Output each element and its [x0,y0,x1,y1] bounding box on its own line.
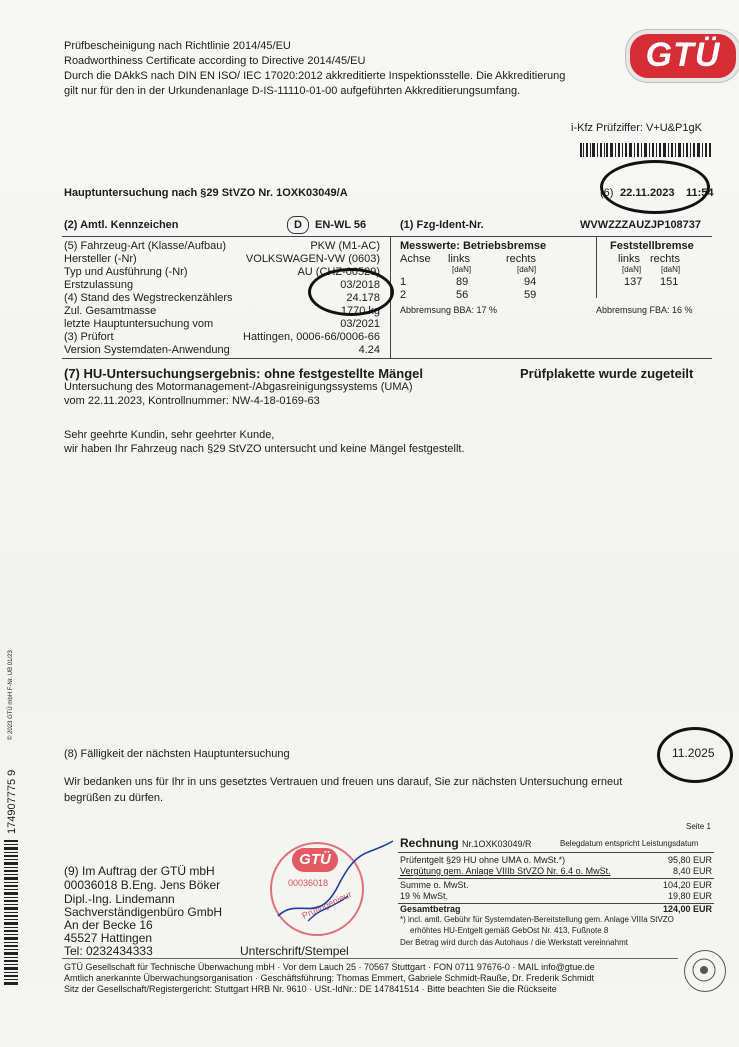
vehicle-version-value: 4.24 [358,344,380,356]
sidebar-number: 174907775 9 [6,769,18,834]
vehicle-model-label: Typ und Ausführung (-Nr) [64,266,188,278]
handdrawn-circle-registration [308,268,394,316]
examiner-line-2: 00036018 B.Eng. Jens Böker [64,878,221,892]
inspection-title: Hauptuntersuchung nach §29 StVZO Nr. 1OXK03049/A [64,187,348,199]
gtue-logo [626,30,739,82]
invoice-note-1: *) incl. amtl. Gebühr für Systemdaten-Bereitstellung gem. Anlage VIIIa StVZO [400,915,674,924]
header-line-3: Durch die DAkkS nach DIN EN ISO/ IEC 17020:2012 akkreditierte Inspektionsstelle. Die Akkreditierung [64,70,566,82]
plate-label: (2) Amtl. Kennzeichen [64,219,179,231]
park-brake-rechts: rechts [650,253,680,265]
brakes-rechts: rechts [506,253,536,265]
invoice-row-3-label: Summe o. MwSt. [400,880,469,890]
invoice-row-1-label: Prüfentgelt §29 HU ohne UMA o. MwSt.*) [400,855,566,865]
inspection-date: 22.11.2023 [620,187,675,199]
brakes-achse: Achse [400,253,431,265]
vehicle-odo-value: 24.178 [346,292,380,304]
brakes-unit-right: [daN] [517,265,537,274]
inspection-time: 11:54 [686,187,714,199]
barcode-top [580,143,712,157]
footer-rule [62,958,678,959]
invoice-total-value: 124,00 EUR [662,904,712,914]
handdrawn-circle-date [600,160,710,214]
vehicle-place-label: (3) Prüfort [64,331,114,343]
vehicle-place-value: Hattingen, 0006-66/0006-66 [243,331,380,343]
vehicle-maker-label: Hersteller (-Nr) [64,253,137,265]
thanks-line-1: Wir bedanken uns für Ihr in uns gesetztes Vertrauen und freuen uns darauf, Sie zur nächsten Untersuchung erneut [64,776,623,788]
invoice-note-3: Der Betrag wird durch das Autohaus / die Werkstatt vereinnahmt [400,938,628,947]
footer-line-1: GTÜ Gesellschaft für Technische Überwachung mbH · Vor dem Lauch 25 · 70567 Stuttgart · FON 0711 97676-0 · MAIL info@gtue.de [64,962,595,972]
brakes-row-1-axle: 1 [400,276,407,288]
result-control: vom 22.11.2023, Kontrollnummer: NW-4-18-0169-63 [64,395,320,407]
sticker-assigned: Prüfplakette wurde zugeteilt [520,366,694,381]
vehicle-last-label: letzte Hauptuntersuchung vom [64,318,214,330]
footer-line-2: Amtlich anerkannte Überwachungsorganisation · Geschäftsführung: Thomas Emmert, Gabriele Schmidt-Rauße, Dr. Frederik Schmidt [64,973,595,983]
park-brake-title: Feststellbremse [610,240,694,252]
invoice-row-1-value: 95,80 EUR [667,855,712,865]
examiner-line-7: Tel: 0232434333 [64,944,153,958]
next-inspection-date: 11.2025 [672,746,715,760]
invoice-number: Nr.1OXK03049/R [462,839,532,849]
ikfz-code: i-Kfz Prüfziffer: V+U&P1gK [571,122,702,134]
vin-label: (1) Fzg-Ident-Nr. [400,219,484,231]
footer-line-3: Sitz der Gesellschaft/Registergericht: Stuttgart HRB Nr. 9610 · USt.-IdNr.: DE 147841514 · Bitte beachten Sie die Rückseite [64,984,557,994]
brakes-row-1-left: 89 [456,276,469,288]
result-title: (7) HU-Untersuchungsergebnis: ohne festgestellte Mängel [64,366,423,381]
header-line-4: gilt nur für den in der Urkundenanlage D-IS-11110-01-00 aufgeführten Akkreditierungsumfang. [64,85,521,97]
brakes-row-2-left: 56 [456,289,469,301]
stamp-logo: GTÜ [299,851,331,868]
examiner-line-4: Sachverständigenbüro GmbH [64,905,223,919]
invoice-title: Rechnung [400,836,459,850]
vehicle-version-label: Version Systemdaten-Anwendung [64,344,230,356]
vehicle-model-value: AU (CHZ-00529) [297,266,380,278]
examiner-line-6: 45527 Hattingen [64,931,153,945]
invoice-row-2-value: 8,40 EUR [672,866,712,876]
header-line-2: Roadworthiness Certificate according to Directive 2014/45/EU [64,55,366,67]
park-brake-links: links [618,253,641,265]
park-brake-unit-left: [daN] [622,265,642,274]
letter-body: wir haben Ihr Fahrzeug nach §29 StVZO untersucht und keine Mängel festgestellt. [64,443,465,455]
table-divider-2 [596,236,597,298]
brakes-links: links [448,253,471,265]
invoice-total-label: Gesamtbetrag [400,904,461,914]
invoice-belegdatum: Belegdatum entspricht Leistungsdatum [560,839,699,848]
brakes-row-1-right: 94 [524,276,537,288]
signature-scribble [268,836,398,936]
stamp-text: Prüfingenieur [300,889,354,921]
vehicle-type-label: (5) Fahrzeug-Art (Klasse/Aufbau) [64,240,227,252]
invoice-note-2: erhöhtes HU-Entgelt gemäß GebOst Nr. 413, Fußnote 8 [410,926,609,935]
invoice-top-line [398,852,714,853]
brakes-unit-left: [daN] [452,265,472,274]
invoice-page: Seite 1 [686,822,711,831]
invoice-row-3-value: 104,20 EUR [662,880,712,890]
table-bottom-line [62,358,712,359]
vehicle-odo-label: (4) Stand des Wegstreckenzählers [64,292,233,304]
table-top-line [62,236,712,237]
examiner-line-1: (9) Im Auftrag der GTÜ mbH [64,864,215,878]
vehicle-mass-label: Zul. Gesamtmasse [64,305,157,317]
vehicle-mass-value: 1770 kg [340,305,380,317]
plate-country: D [287,216,309,234]
park-brake-unit-right: [daN] [661,265,681,274]
brakes-bba: Abbremsung BBA: 17 % [400,305,498,315]
brakes-title: Messwerte: Betriebsbremse [400,240,547,252]
invoice-row-4-value: 19,80 EUR [667,891,712,901]
vehicle-type-value: PKW (M1-AC) [310,240,380,252]
seal-icon [684,950,726,992]
next-inspection-label: (8) Fälligkeit der nächsten Hauptuntersuchung [64,748,290,760]
inspection-date-label: (6) [600,187,614,199]
invoice-row-2-label: Vergütung gem. Anlage VIIIb StVZO Nr. 6.4 o. MwSt. [400,866,611,876]
park-brake-right: 151 [660,276,679,288]
vehicle-maker-value: VOLKSWAGEN-VW (0603) [245,253,380,265]
plate-number: EN-WL 56 [315,219,367,231]
sidebar-barcode [4,840,18,986]
invoice-row-4-label: 19 % MwSt. [400,891,449,901]
park-brake-fba: Abbremsung FBA: 16 % [596,305,693,315]
invoice-mid-line [398,878,714,879]
stamp-number: 00036018 [288,878,329,888]
vin-value: WVWZZZAUZJP108737 [580,219,702,231]
signature-label: Unterschrift/Stempel [240,944,349,958]
vehicle-reg-label: Erstzulassung [64,279,134,291]
examiner-line-5: An der Becke 16 [64,918,153,932]
sidebar-copyright: © 2023 GTÜ mbH F-Nr. UB 01/23 [8,650,14,740]
vehicle-last-value: 03/2021 [340,318,380,330]
seal-emblem-icon [685,951,725,991]
gtue-logo-text: GTÜ [645,36,721,74]
examiner-line-3: Dipl.-Ing. Lindemann [64,892,175,906]
letter-greeting: Sehr geehrte Kundin, sehr geehrter Kunde, [64,429,275,441]
thanks-line-2: begrüßen zu dürfen. [64,792,164,804]
handdrawn-circle-next-date [657,727,733,783]
vehicle-reg-value: 03/2018 [340,279,380,291]
brakes-row-2-axle: 2 [400,289,407,301]
park-brake-left: 137 [624,276,643,288]
brakes-row-2-right: 59 [524,289,537,301]
header-line-1: Prüfbescheinigung nach Richtlinie 2014/45/EU [64,40,291,52]
result-uma: Untersuchung des Motormanagement-/Abgasreinigungssystems (UMA) [64,381,413,393]
